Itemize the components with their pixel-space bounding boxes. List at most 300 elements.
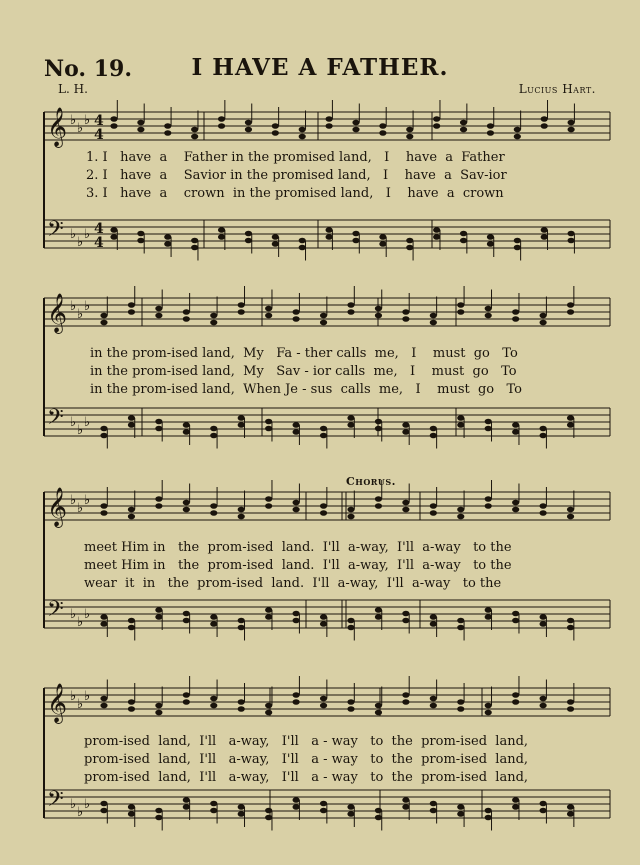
flat-icon: ♭ xyxy=(77,805,84,820)
bass-clef-icon: 𝄢 xyxy=(47,597,64,627)
notehead xyxy=(293,692,300,698)
notehead xyxy=(375,419,382,425)
notehead xyxy=(457,811,464,817)
lyric-line: 3. I have a crown in the promised land, I have a crown xyxy=(86,186,504,201)
notehead xyxy=(568,231,575,237)
notehead xyxy=(100,426,107,432)
notehead xyxy=(137,127,144,133)
notehead xyxy=(326,123,333,129)
notehead xyxy=(110,123,117,129)
notehead xyxy=(210,503,217,509)
notehead xyxy=(137,238,144,244)
notehead xyxy=(293,507,300,513)
notehead xyxy=(238,309,245,315)
flat-icon: ♭ xyxy=(70,607,77,622)
notehead xyxy=(100,808,107,814)
notehead xyxy=(402,309,409,315)
lyric-line: prom-ised land, I'll a-way, I'll a - way to the prom-ised land, xyxy=(84,734,529,749)
notehead xyxy=(218,227,225,233)
notehead xyxy=(485,614,492,620)
flat-icon: ♭ xyxy=(70,689,77,704)
notehead xyxy=(540,503,547,509)
notehead xyxy=(375,306,382,312)
notehead xyxy=(347,804,354,810)
notehead xyxy=(460,127,467,133)
notehead xyxy=(402,429,409,435)
flat-icon: ♭ xyxy=(70,797,77,812)
notehead xyxy=(299,238,306,244)
notehead xyxy=(100,703,107,709)
notehead xyxy=(540,696,547,702)
notehead xyxy=(568,127,575,133)
notehead xyxy=(238,302,245,308)
notehead xyxy=(433,123,440,129)
notehead xyxy=(238,618,245,624)
notehead xyxy=(406,127,413,133)
flat-icon: ♭ xyxy=(77,307,84,322)
notehead xyxy=(293,618,300,624)
bass-clef-icon: 𝄢 xyxy=(47,217,64,247)
notehead xyxy=(487,234,494,240)
notehead xyxy=(375,313,382,319)
notehead xyxy=(541,116,548,122)
notehead xyxy=(128,514,135,520)
notehead xyxy=(238,507,245,513)
time-signature: 4 xyxy=(94,221,104,237)
notehead xyxy=(402,611,409,617)
notehead xyxy=(238,514,245,520)
notehead xyxy=(128,618,135,624)
notehead xyxy=(485,313,492,319)
notehead xyxy=(265,496,272,502)
notehead xyxy=(320,696,327,702)
notehead xyxy=(379,130,386,136)
notehead xyxy=(137,231,144,237)
notehead xyxy=(191,127,198,133)
notehead xyxy=(272,130,279,136)
notehead xyxy=(457,422,464,428)
notehead xyxy=(218,123,225,129)
notehead xyxy=(347,415,354,421)
notehead xyxy=(375,815,382,821)
notehead xyxy=(100,320,107,326)
time-signature: 4 xyxy=(94,113,104,129)
flat-icon: ♭ xyxy=(77,423,84,438)
notehead xyxy=(512,500,519,506)
notehead xyxy=(293,429,300,435)
bass-clef-icon: 𝄢 xyxy=(47,405,64,435)
notehead xyxy=(402,618,409,624)
notehead xyxy=(155,607,162,613)
notehead xyxy=(379,123,386,129)
notehead xyxy=(512,804,519,810)
lyric-line: prom-ised land, I'll a-way, I'll a - way to the prom-ised land, xyxy=(84,770,529,785)
notehead xyxy=(375,710,382,716)
notehead xyxy=(514,245,521,251)
notehead xyxy=(155,808,162,814)
flat-icon: ♭ xyxy=(77,235,84,250)
flat-icon: ♭ xyxy=(84,113,91,128)
notehead xyxy=(347,625,354,631)
notehead xyxy=(512,611,519,617)
notehead xyxy=(540,510,547,516)
notehead xyxy=(272,241,279,247)
notehead xyxy=(128,811,135,817)
notehead xyxy=(430,426,437,432)
lyric-line: meet Him in the prom-ised land. I'll a-way, I'll a-way to the xyxy=(84,558,512,573)
notehead xyxy=(379,241,386,247)
flat-icon: ♭ xyxy=(70,227,77,242)
notehead xyxy=(457,415,464,421)
notehead xyxy=(347,706,354,712)
notehead xyxy=(457,514,464,520)
notehead xyxy=(457,804,464,810)
notehead xyxy=(183,507,190,513)
notehead xyxy=(433,234,440,240)
lyric-line: wear it in the prom-ised land. I'll a-way, I'll a-way to the xyxy=(84,576,502,591)
notehead xyxy=(265,419,272,425)
notehead xyxy=(238,415,245,421)
notehead xyxy=(238,804,245,810)
notehead xyxy=(540,433,547,439)
flat-icon: ♭ xyxy=(70,299,77,314)
notehead xyxy=(430,808,437,814)
lyric-line: meet Him in the prom-ised land. I'll a-way, I'll a-way to the xyxy=(84,540,512,555)
notehead xyxy=(155,815,162,821)
notehead xyxy=(430,510,437,516)
notehead xyxy=(512,507,519,513)
notehead xyxy=(460,231,467,237)
notehead xyxy=(183,429,190,435)
chorus-label: Chorus. xyxy=(346,475,397,488)
notehead xyxy=(210,703,217,709)
notehead xyxy=(183,309,190,315)
notehead xyxy=(320,703,327,709)
notehead xyxy=(375,496,382,502)
notehead xyxy=(487,241,494,247)
notehead xyxy=(320,313,327,319)
notehead xyxy=(512,429,519,435)
notehead xyxy=(320,320,327,326)
flat-icon: ♭ xyxy=(84,415,91,430)
notehead xyxy=(485,808,492,814)
notehead xyxy=(191,245,198,251)
notehead xyxy=(183,699,190,705)
notehead xyxy=(375,607,382,613)
notehead xyxy=(430,320,437,326)
notehead xyxy=(567,309,574,315)
notehead xyxy=(155,306,162,312)
notehead xyxy=(100,614,107,620)
notehead xyxy=(512,309,519,315)
notehead xyxy=(128,625,135,631)
notehead xyxy=(155,426,162,432)
notehead xyxy=(210,313,217,319)
notehead xyxy=(210,320,217,326)
notehead xyxy=(457,302,464,308)
notehead xyxy=(128,302,135,308)
treble-clef-icon: 𝄞 xyxy=(47,683,68,723)
notehead xyxy=(514,238,521,244)
notehead xyxy=(540,808,547,814)
notehead xyxy=(245,238,252,244)
notehead xyxy=(541,234,548,240)
flat-icon: ♭ xyxy=(84,607,91,622)
notehead xyxy=(540,621,547,627)
flat-icon: ♭ xyxy=(84,299,91,314)
notehead xyxy=(210,801,217,807)
notehead xyxy=(402,797,409,803)
notehead xyxy=(541,123,548,129)
notehead xyxy=(352,238,359,244)
composer-credit: Lucius Hart. xyxy=(518,82,596,96)
notehead xyxy=(110,234,117,240)
notehead xyxy=(183,797,190,803)
notehead xyxy=(128,309,135,315)
flat-icon: ♭ xyxy=(84,227,91,242)
time-signature: 4 xyxy=(94,127,104,143)
notehead xyxy=(183,611,190,617)
notehead xyxy=(402,692,409,698)
notehead xyxy=(406,245,413,251)
notehead xyxy=(375,503,382,509)
notehead xyxy=(352,127,359,133)
notehead xyxy=(430,433,437,439)
notehead xyxy=(326,234,333,240)
notehead xyxy=(430,801,437,807)
notehead xyxy=(402,804,409,810)
notehead xyxy=(347,422,354,428)
lyric-line: 1. I have a Father in the promised land, I have a Father xyxy=(86,150,505,165)
notehead xyxy=(457,507,464,513)
notehead xyxy=(512,692,519,698)
notehead xyxy=(512,797,519,803)
notehead xyxy=(210,621,217,627)
notehead xyxy=(512,699,519,705)
notehead xyxy=(155,313,162,319)
notehead xyxy=(347,699,354,705)
notehead xyxy=(540,426,547,432)
flat-icon: ♭ xyxy=(70,415,77,430)
notehead xyxy=(485,503,492,509)
notehead xyxy=(541,227,548,233)
notehead xyxy=(128,507,135,513)
flat-icon: ♭ xyxy=(70,113,77,128)
notehead xyxy=(210,808,217,814)
notehead xyxy=(245,120,252,126)
notehead xyxy=(347,507,354,513)
notehead xyxy=(512,316,519,322)
notehead xyxy=(293,309,300,315)
flat-icon: ♭ xyxy=(70,493,77,508)
notehead xyxy=(100,696,107,702)
notehead xyxy=(375,703,382,709)
notehead xyxy=(485,419,492,425)
lyric-line: 2. I have a Savior in the promised land, I have a Sav-ior xyxy=(86,168,507,183)
notehead xyxy=(540,614,547,620)
notehead xyxy=(155,703,162,709)
notehead xyxy=(100,313,107,319)
notehead xyxy=(238,625,245,631)
notehead xyxy=(183,618,190,624)
notehead xyxy=(326,227,333,233)
notehead xyxy=(457,625,464,631)
treble-clef-icon: 𝄞 xyxy=(47,293,68,333)
notehead xyxy=(320,801,327,807)
notehead xyxy=(347,309,354,315)
notehead xyxy=(375,614,382,620)
notehead xyxy=(460,120,467,126)
notehead xyxy=(514,134,521,140)
notehead xyxy=(293,797,300,803)
notehead xyxy=(568,120,575,126)
notehead xyxy=(210,426,217,432)
notehead xyxy=(265,710,272,716)
notehead xyxy=(293,804,300,810)
notehead xyxy=(100,621,107,627)
notehead xyxy=(164,234,171,240)
notehead xyxy=(433,116,440,122)
notehead xyxy=(210,696,217,702)
notehead xyxy=(487,130,494,136)
notehead xyxy=(406,238,413,244)
notehead xyxy=(567,422,574,428)
notehead xyxy=(265,703,272,709)
hymn-title: I HAVE A FATHER. xyxy=(191,54,449,81)
notehead xyxy=(567,699,574,705)
notehead xyxy=(218,116,225,122)
notehead xyxy=(567,507,574,513)
lyricist-credit: L. H. xyxy=(58,82,88,96)
notehead xyxy=(568,238,575,244)
notehead xyxy=(128,804,135,810)
notehead xyxy=(457,309,464,315)
notehead xyxy=(512,618,519,624)
notehead xyxy=(265,607,272,613)
notehead xyxy=(540,320,547,326)
notehead xyxy=(100,433,107,439)
notehead xyxy=(191,134,198,140)
notehead xyxy=(155,419,162,425)
notehead xyxy=(487,123,494,129)
notehead xyxy=(512,422,519,428)
notehead xyxy=(320,433,327,439)
notehead xyxy=(430,696,437,702)
notehead xyxy=(320,503,327,509)
notehead xyxy=(272,234,279,240)
flat-icon: ♭ xyxy=(84,797,91,812)
notehead xyxy=(100,503,107,509)
notehead xyxy=(238,811,245,817)
lyric-line: in the prom-ised land, My Sav - ior calls me, I must go To xyxy=(90,364,517,379)
notehead xyxy=(402,507,409,513)
notehead xyxy=(402,316,409,322)
flat-icon: ♭ xyxy=(84,493,91,508)
notehead xyxy=(430,614,437,620)
notehead xyxy=(347,811,354,817)
lyric-line: prom-ised land, I'll a-way, I'll a - way to the prom-ised land, xyxy=(84,752,529,767)
notehead xyxy=(293,316,300,322)
notehead xyxy=(430,621,437,627)
notehead xyxy=(191,238,198,244)
notehead xyxy=(567,514,574,520)
notehead xyxy=(110,227,117,233)
notehead xyxy=(265,306,272,312)
treble-clef-icon: 𝄞 xyxy=(47,487,68,527)
notehead xyxy=(375,426,382,432)
notehead xyxy=(183,804,190,810)
notehead xyxy=(433,227,440,233)
notehead xyxy=(320,808,327,814)
notehead xyxy=(137,120,144,126)
notehead xyxy=(110,116,117,122)
notehead xyxy=(299,245,306,251)
notehead xyxy=(430,503,437,509)
notehead xyxy=(293,422,300,428)
notehead xyxy=(183,500,190,506)
notehead xyxy=(402,422,409,428)
notehead xyxy=(485,496,492,502)
notehead xyxy=(347,302,354,308)
notehead xyxy=(183,692,190,698)
notehead xyxy=(320,614,327,620)
notehead xyxy=(430,703,437,709)
notehead xyxy=(265,815,272,821)
notehead xyxy=(430,313,437,319)
notehead xyxy=(128,699,135,705)
notehead xyxy=(485,703,492,709)
lyric-line: in the prom-ised land, My Fa - ther calls me, I must go To xyxy=(90,346,518,361)
notehead xyxy=(457,699,464,705)
notehead xyxy=(460,238,467,244)
lyric-line: in the prom-ised land, When Je - sus calls me, I must go To xyxy=(90,382,523,397)
notehead xyxy=(320,621,327,627)
notehead xyxy=(406,134,413,140)
notehead xyxy=(155,503,162,509)
notehead xyxy=(293,500,300,506)
notehead xyxy=(238,706,245,712)
notehead xyxy=(457,706,464,712)
flat-icon: ♭ xyxy=(77,501,84,516)
flat-icon: ♭ xyxy=(77,697,84,712)
notehead xyxy=(100,801,107,807)
notehead xyxy=(210,614,217,620)
notehead xyxy=(379,234,386,240)
notehead xyxy=(265,426,272,432)
notehead xyxy=(485,607,492,613)
notehead xyxy=(485,815,492,821)
notehead xyxy=(347,618,354,624)
notehead xyxy=(210,433,217,439)
notehead xyxy=(245,231,252,237)
notehead xyxy=(299,127,306,133)
notehead xyxy=(320,510,327,516)
notehead xyxy=(402,500,409,506)
notehead xyxy=(540,703,547,709)
notehead xyxy=(567,302,574,308)
flat-icon: ♭ xyxy=(77,615,84,630)
notehead xyxy=(352,120,359,126)
notehead xyxy=(485,710,492,716)
time-signature: 4 xyxy=(94,235,104,251)
notehead xyxy=(265,503,272,509)
notehead xyxy=(155,614,162,620)
notehead xyxy=(567,618,574,624)
treble-clef-icon: 𝄞 xyxy=(47,107,68,147)
hymn-number: No. 19. xyxy=(44,56,132,82)
notehead xyxy=(265,313,272,319)
notehead xyxy=(238,422,245,428)
